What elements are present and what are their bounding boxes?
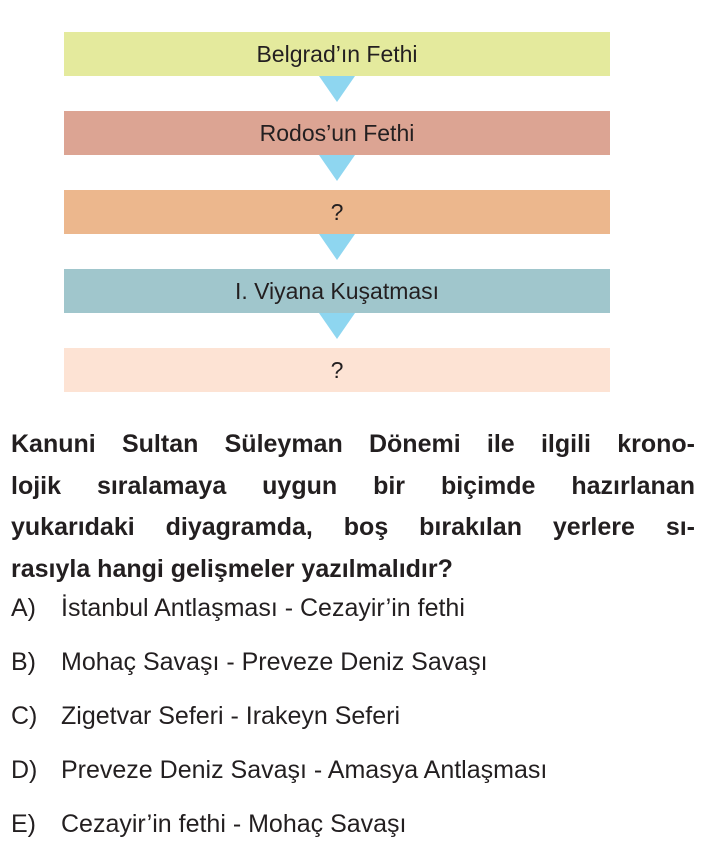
diagram-step-2 [64, 111, 610, 155]
chronology-diagram [64, 32, 610, 392]
diagram-step-label: Rodos’un Fethi [259, 119, 415, 146]
arrow-down-icon [319, 76, 355, 102]
option-letter: E) [11, 810, 36, 838]
option-a[interactable] [11, 594, 701, 648]
diagram-step-label: Belgrad’ın Fethi [256, 40, 418, 67]
option-text: Cezayir’in fethi - Mohaç Savaşı [61, 810, 407, 838]
option-letter: C) [11, 702, 38, 730]
arrow-down-icon [319, 313, 355, 339]
option-d[interactable] [11, 756, 701, 810]
option-letter: D) [11, 756, 38, 784]
option-text: Preveze Deniz Savaşı - Amasya Antlaşması [61, 756, 548, 784]
diagram-arrow [64, 76, 610, 111]
diagram-arrow [64, 313, 610, 348]
question-line: Kanuni Sultan Süleyman Dönemi ile ilgili krono- [11, 430, 695, 458]
question-text [11, 424, 695, 590]
option-text: Mohaç Savaşı - Preveze Deniz Savaşı [61, 648, 488, 676]
option-b[interactable] [11, 648, 701, 702]
diagram-step-5 [64, 348, 610, 392]
question-line: yukarıdaki diyagramda, boş bırakılan yerlere sı- [11, 513, 695, 541]
option-letter: B) [11, 648, 36, 676]
option-letter: A) [11, 594, 36, 622]
question-line: lojik sıralamaya uygun bir biçimde hazırlanan [11, 471, 695, 500]
option-e[interactable] [11, 810, 701, 864]
diagram-step-label: ? [330, 198, 344, 225]
diagram-step-1 [64, 32, 610, 76]
option-c[interactable] [11, 702, 701, 756]
option-text: Zigetvar Seferi - Irakeyn Seferi [61, 702, 401, 730]
answer-options [11, 594, 701, 864]
option-text: İstanbul Antlaşması - Cezayir’in fethi [61, 594, 465, 622]
diagram-step-label: ? [330, 356, 344, 383]
question-line: rasıyla hangi gelişmeler yazılmalıdır? [11, 554, 453, 583]
arrow-down-icon [319, 234, 355, 260]
diagram-step-3 [64, 190, 610, 234]
diagram-arrow [64, 155, 610, 190]
diagram-step-label: I. Viyana Kuşatması [234, 277, 440, 304]
arrow-down-icon [319, 155, 355, 181]
diagram-arrow [64, 234, 610, 269]
diagram-step-4 [64, 269, 610, 313]
